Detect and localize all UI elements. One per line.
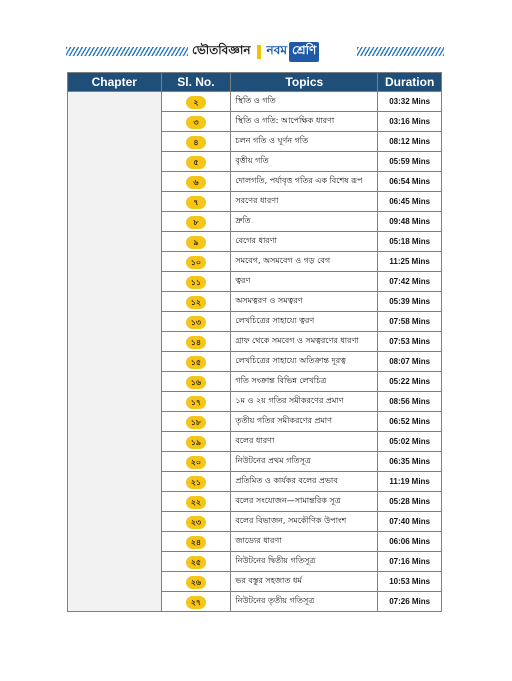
serial-badge: ১৪ xyxy=(186,336,206,349)
serial-cell xyxy=(161,392,231,412)
serial-cell xyxy=(161,332,231,352)
serial-cell xyxy=(161,152,231,172)
duration-cell: 07:26 Mins xyxy=(378,592,442,612)
duration-cell: 07:58 Mins xyxy=(378,312,442,332)
serial-badge: ৯ xyxy=(186,236,206,249)
serial-cell xyxy=(161,272,231,292)
duration-cell: 08:07 Mins xyxy=(378,352,442,372)
serial-cell xyxy=(161,512,231,532)
serial-badge: ১৯ xyxy=(186,436,206,449)
serial-cell xyxy=(161,292,231,312)
serial-badge: ২৬ xyxy=(186,576,206,589)
topic-cell: লেখচিত্রের সাহায্যে অতিক্রান্ত দূরত্ব xyxy=(231,352,378,372)
serial-badge: ১১ xyxy=(186,276,206,289)
topic-cell: বলের ধারণা xyxy=(231,432,378,452)
decorative-hatch-left xyxy=(66,47,188,56)
topic-cell: বৃত্তীয় গতি xyxy=(231,152,378,172)
serial-badge: ৪ xyxy=(186,136,206,149)
duration-cell: 03:32 Mins xyxy=(378,92,442,112)
column-header-duration: Duration xyxy=(378,73,442,92)
serial-badge: ২৭ xyxy=(186,596,206,609)
column-header-chapter: Chapter xyxy=(68,73,162,92)
duration-cell: 08:56 Mins xyxy=(378,392,442,412)
topic-cell: সরণের ধারণা xyxy=(231,192,378,212)
duration-cell: 11:19 Mins xyxy=(378,472,442,492)
duration-cell: 10:53 Mins xyxy=(378,572,442,592)
chapter-cell xyxy=(68,92,162,612)
column-header-serial: Sl. No. xyxy=(161,73,231,92)
serial-badge: ২৩ xyxy=(186,516,206,529)
serial-badge: ২০ xyxy=(186,456,206,469)
serial-badge: ২ xyxy=(186,96,206,109)
serial-cell xyxy=(161,592,231,612)
serial-cell xyxy=(161,92,231,112)
serial-cell xyxy=(161,172,231,192)
duration-cell: 05:22 Mins xyxy=(378,372,442,392)
topic-cell: ভর বস্তুর সহজাত ধর্ম xyxy=(231,572,378,592)
column-header-topics: Topics xyxy=(231,73,378,92)
serial-badge: ৭ xyxy=(186,196,206,209)
topic-cell: প্রতিমিত ও কার্যকর বলের প্রভাব xyxy=(231,472,378,492)
topic-cell: বেগের ধারণা xyxy=(231,232,378,252)
serial-cell xyxy=(161,312,231,332)
duration-cell: 05:02 Mins xyxy=(378,432,442,452)
duration-cell: 03:16 Mins xyxy=(378,112,442,132)
duration-cell: 07:16 Mins xyxy=(378,552,442,572)
subject-title: ভৌতবিজ্ঞান xyxy=(192,43,251,57)
serial-badge: ১৬ xyxy=(186,376,206,389)
topic-cell: দ্রুতি xyxy=(231,212,378,232)
serial-cell xyxy=(161,432,231,452)
title-separator xyxy=(257,45,261,59)
topic-cell: বলের বিভাজন, সমকৌণিক উপাংশ xyxy=(231,512,378,532)
grade-label: নবম xyxy=(266,43,288,57)
serial-badge: ১০ xyxy=(186,256,206,269)
topic-cell: চলন গতি ও ঘূর্ণন গতি xyxy=(231,132,378,152)
table-header-row xyxy=(68,73,442,92)
serial-badge: ১৮ xyxy=(186,416,206,429)
duration-cell: 06:52 Mins xyxy=(378,412,442,432)
duration-cell: 09:48 Mins xyxy=(378,212,442,232)
duration-cell: 06:06 Mins xyxy=(378,532,442,552)
duration-cell: 06:45 Mins xyxy=(378,192,442,212)
serial-badge: ৮ xyxy=(186,216,206,229)
topic-cell: ১ম ও ২য় গতির সমীকরণের প্রমাণ xyxy=(231,392,378,412)
duration-cell: 07:40 Mins xyxy=(378,512,442,532)
serial-cell xyxy=(161,472,231,492)
serial-badge: ১৭ xyxy=(186,396,206,409)
table-row xyxy=(68,92,442,112)
serial-cell xyxy=(161,572,231,592)
topic-cell: স্থিতি ও গতি: আপেক্ষিক ধারণা xyxy=(231,112,378,132)
topic-cell: দোলগতি, পর্যাবৃত্ত গতির এক বিশেষ রূপ xyxy=(231,172,378,192)
serial-cell xyxy=(161,112,231,132)
duration-cell: 11:25 Mins xyxy=(378,252,442,272)
serial-badge: ৬ xyxy=(186,176,206,189)
duration-cell: 05:18 Mins xyxy=(378,232,442,252)
topic-cell: গতি সংক্রান্ত বিভিন্ন লেখচিত্র xyxy=(231,372,378,392)
serial-cell xyxy=(161,252,231,272)
serial-cell xyxy=(161,232,231,252)
page-title xyxy=(192,42,354,62)
duration-cell: 05:39 Mins xyxy=(378,292,442,312)
topic-cell: নিউটনের তৃতীয় গতিসূত্র xyxy=(231,592,378,612)
serial-cell xyxy=(161,412,231,432)
serial-cell xyxy=(161,452,231,472)
duration-cell: 05:28 Mins xyxy=(378,492,442,512)
serial-badge: ২১ xyxy=(186,476,206,489)
grade-label-highlight: শ্রেণি xyxy=(289,42,319,62)
serial-cell xyxy=(161,492,231,512)
serial-cell xyxy=(161,212,231,232)
topic-cell: ত্বরণ xyxy=(231,272,378,292)
serial-badge: ৩ xyxy=(186,116,206,129)
serial-badge: ৫ xyxy=(186,156,206,169)
serial-cell xyxy=(161,532,231,552)
serial-badge: ১৫ xyxy=(186,356,206,369)
serial-cell xyxy=(161,192,231,212)
serial-cell xyxy=(161,132,231,152)
duration-cell: 08:12 Mins xyxy=(378,132,442,152)
topic-cell: জাড্যের ধারণা xyxy=(231,532,378,552)
serial-badge: ২৫ xyxy=(186,556,206,569)
topic-cell: বলের সংযোজন—সামান্তরিক সূত্র xyxy=(231,492,378,512)
serial-badge: ২২ xyxy=(186,496,206,509)
duration-cell: 05:59 Mins xyxy=(378,152,442,172)
topic-cell: গ্রাফ থেকে সমবেগ ও সমত্বরণের ধারণা xyxy=(231,332,378,352)
serial-cell xyxy=(161,352,231,372)
decorative-hatch-right xyxy=(357,47,444,56)
duration-cell: 06:35 Mins xyxy=(378,452,442,472)
duration-cell: 06:54 Mins xyxy=(378,172,442,192)
topic-cell: নিউটনের দ্বিতীয় গতিসূত্র xyxy=(231,552,378,572)
serial-badge: ১৩ xyxy=(186,316,206,329)
duration-cell: 07:53 Mins xyxy=(378,332,442,352)
topic-cell: নিউটনের প্রথম গতিসূত্র xyxy=(231,452,378,472)
topic-cell: তৃতীয় গতির সমীকরণের প্রমাণ xyxy=(231,412,378,432)
serial-cell xyxy=(161,552,231,572)
serial-badge: ১২ xyxy=(186,296,206,309)
topic-cell: লেখচিত্রের সাহায্যে ত্বরণ xyxy=(231,312,378,332)
topics-table xyxy=(67,72,442,612)
serial-cell xyxy=(161,372,231,392)
serial-badge: ২৪ xyxy=(186,536,206,549)
topic-cell: অসমত্বরণ ও সমত্বরণ xyxy=(231,292,378,312)
duration-cell: 07:42 Mins xyxy=(378,272,442,292)
topic-cell: সমবেগ, অসমবেগ ও গড় বেগ xyxy=(231,252,378,272)
topic-cell: স্থিতি ও গতি xyxy=(231,92,378,112)
